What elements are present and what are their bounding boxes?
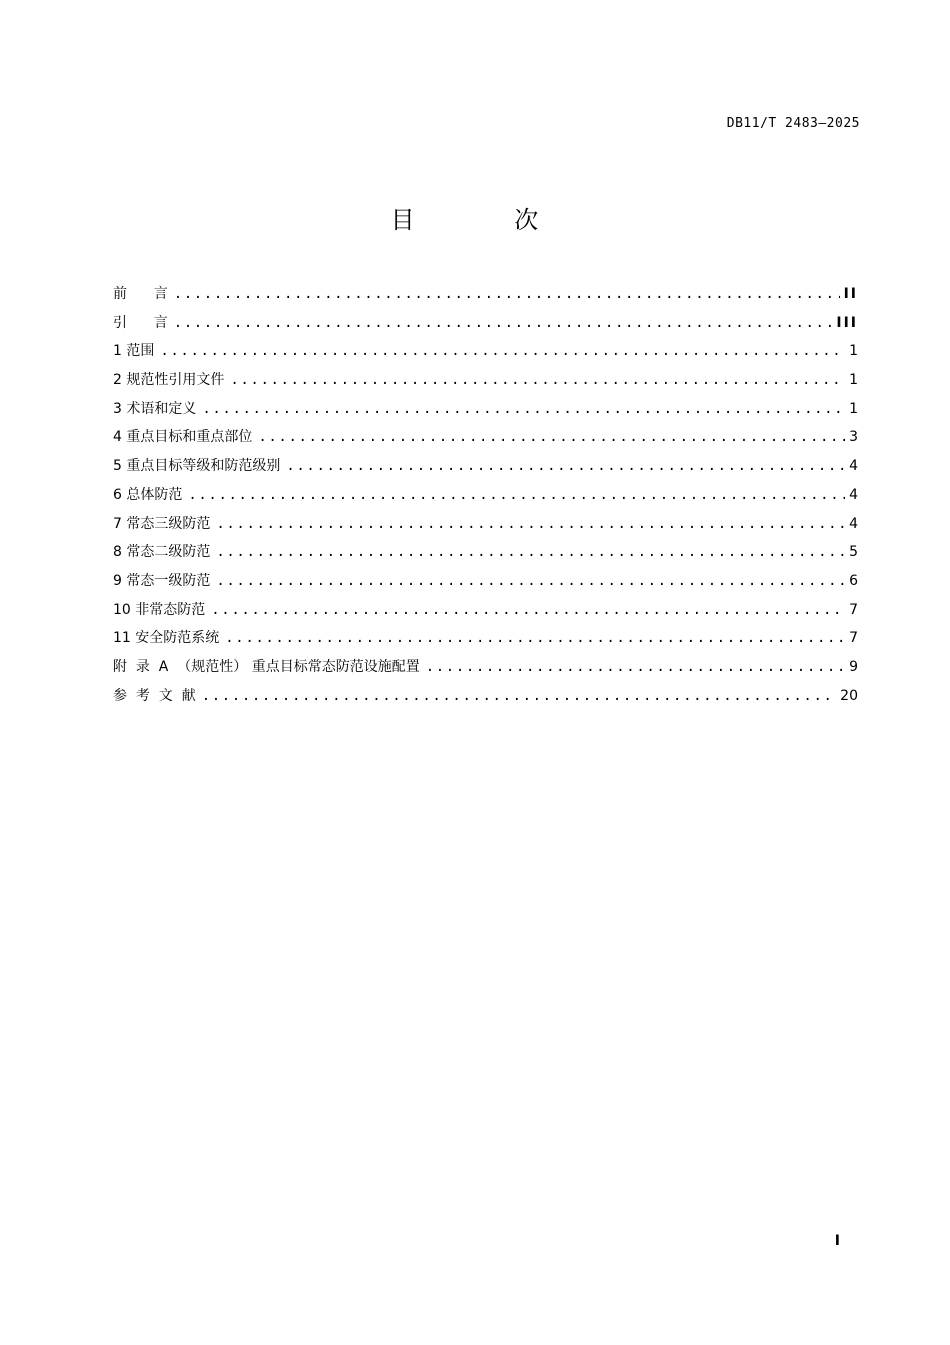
toc-entry-label: 3 术语和定义 bbox=[113, 400, 197, 417]
toc-entry-page: 9 bbox=[849, 658, 858, 675]
toc-entry[interactable] bbox=[113, 653, 858, 682]
toc-entry[interactable] bbox=[113, 538, 858, 567]
toc-entry[interactable] bbox=[113, 596, 858, 625]
toc-entry[interactable] bbox=[113, 309, 858, 338]
toc-entry-label: 附 录 A （规范性） 重点目标常态防范设施配置 bbox=[113, 658, 420, 675]
toc-entry[interactable] bbox=[113, 682, 858, 711]
toc-entry-page: 4 bbox=[849, 458, 858, 475]
toc-leader-dots bbox=[230, 366, 845, 395]
toc-entry-label: 2 规范性引用文件 bbox=[113, 372, 225, 389]
toc-leader-dots bbox=[202, 395, 845, 424]
toc-entry-label: 参 考 文 献 bbox=[113, 687, 196, 704]
page-number: I bbox=[834, 1233, 840, 1249]
toc-leader-dots bbox=[286, 452, 845, 481]
toc-leader-dots bbox=[216, 567, 845, 596]
toc-entry[interactable] bbox=[113, 567, 858, 596]
toc-entry-label: 9 常态一级防范 bbox=[113, 572, 211, 589]
toc-entry-page: 6 bbox=[849, 572, 858, 589]
toc-leader-dots bbox=[174, 309, 833, 338]
toc-leader-dots bbox=[216, 538, 845, 567]
toc-entry[interactable] bbox=[113, 423, 858, 452]
toc-title: 目 次 bbox=[390, 206, 585, 234]
toc-entry-page: 1 bbox=[849, 343, 858, 360]
toc-entry-label: 11 安全防范系统 bbox=[113, 630, 220, 647]
toc-entry[interactable] bbox=[113, 280, 858, 309]
toc-entry-label: 引 言 bbox=[113, 314, 168, 331]
toc-entry-page: 7 bbox=[849, 630, 858, 647]
toc-entry-page: II bbox=[843, 286, 858, 302]
toc-entry-label: 8 常态二级防范 bbox=[113, 544, 211, 561]
toc-entry-label: 6 总体防范 bbox=[113, 486, 183, 503]
toc-entry-page: 5 bbox=[849, 544, 858, 561]
toc-leader-dots bbox=[160, 337, 845, 366]
toc-leader-dots bbox=[211, 596, 845, 625]
toc-entry[interactable] bbox=[113, 337, 858, 366]
toc-entry-page: 7 bbox=[849, 601, 858, 618]
toc-entry-label: 1 范围 bbox=[113, 343, 155, 360]
toc-entry-page: 4 bbox=[849, 486, 858, 503]
toc-leader-dots bbox=[174, 280, 840, 309]
toc-leader-dots bbox=[426, 653, 845, 682]
toc-entry-page: 1 bbox=[849, 400, 858, 417]
toc-leader-dots bbox=[202, 682, 836, 711]
toc-entry-page: 1 bbox=[849, 372, 858, 389]
table-of-contents bbox=[113, 280, 858, 710]
toc-entry[interactable] bbox=[113, 366, 858, 395]
toc-entry-page: 3 bbox=[849, 429, 858, 446]
toc-entry-page: III bbox=[836, 314, 858, 331]
toc-entry-page: 4 bbox=[849, 515, 858, 532]
toc-leader-dots bbox=[188, 481, 845, 510]
toc-leader-dots bbox=[216, 510, 845, 539]
toc-entry-label: 4 重点目标和重点部位 bbox=[113, 429, 253, 446]
toc-entry-label: 前 言 bbox=[113, 286, 168, 302]
toc-entry[interactable] bbox=[113, 481, 858, 510]
toc-entry-label: 10 非常态防范 bbox=[113, 601, 206, 618]
toc-leader-dots bbox=[225, 624, 845, 653]
toc-entry-label: 5 重点目标等级和防范级别 bbox=[113, 458, 281, 475]
toc-entry[interactable] bbox=[113, 395, 858, 424]
toc-entry-page: 20 bbox=[840, 687, 858, 704]
toc-leader-dots bbox=[258, 423, 845, 452]
toc-entry[interactable] bbox=[113, 452, 858, 481]
document-code: DB11/T 2483—2025 bbox=[726, 116, 860, 131]
toc-entry[interactable] bbox=[113, 624, 858, 653]
toc-entry[interactable] bbox=[113, 510, 858, 539]
toc-entry-label: 7 常态三级防范 bbox=[113, 515, 211, 532]
